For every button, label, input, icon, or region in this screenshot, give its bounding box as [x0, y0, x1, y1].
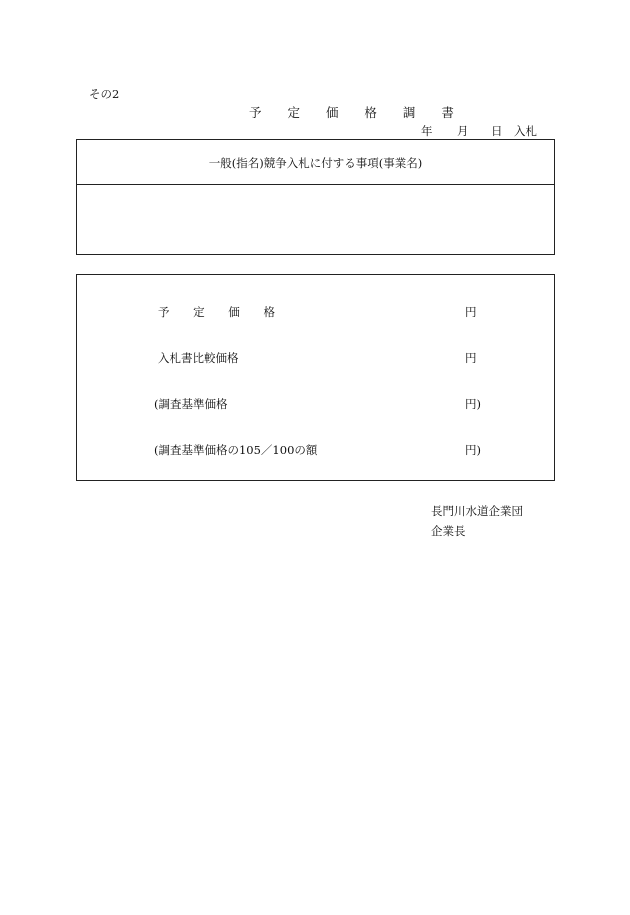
form-number: その2 [89, 87, 120, 101]
price-row-unit: 円) [465, 397, 481, 411]
price-row-unit: 円) [465, 443, 481, 457]
price-row-unit: 円 [465, 305, 477, 319]
price-row-label: 予 定 価 格 [158, 305, 285, 319]
date-year-label: 年 [421, 124, 433, 138]
price-row-label: 入札書比較価格 [158, 351, 239, 365]
price-row-label: (調査基準価格の105／100の額 [154, 443, 318, 457]
date-month-label: 月 [457, 124, 469, 138]
date-day-label: 日 [491, 124, 503, 138]
project-box [76, 139, 555, 255]
signature-position: 企業長 [431, 524, 466, 538]
price-row-label: (調査基準価格 [154, 397, 228, 411]
project-box-divider [77, 184, 554, 185]
signature-organization: 長門川水道企業団 [431, 504, 523, 518]
price-row-unit: 円 [465, 351, 477, 365]
project-box-header: 一般(指名)競争入札に付する事項(事業名) [208, 156, 423, 170]
date-bid-label: 入札 [514, 124, 537, 138]
page-title: 予 定 価 格 調 書 [249, 105, 465, 120]
price-box [76, 274, 555, 481]
